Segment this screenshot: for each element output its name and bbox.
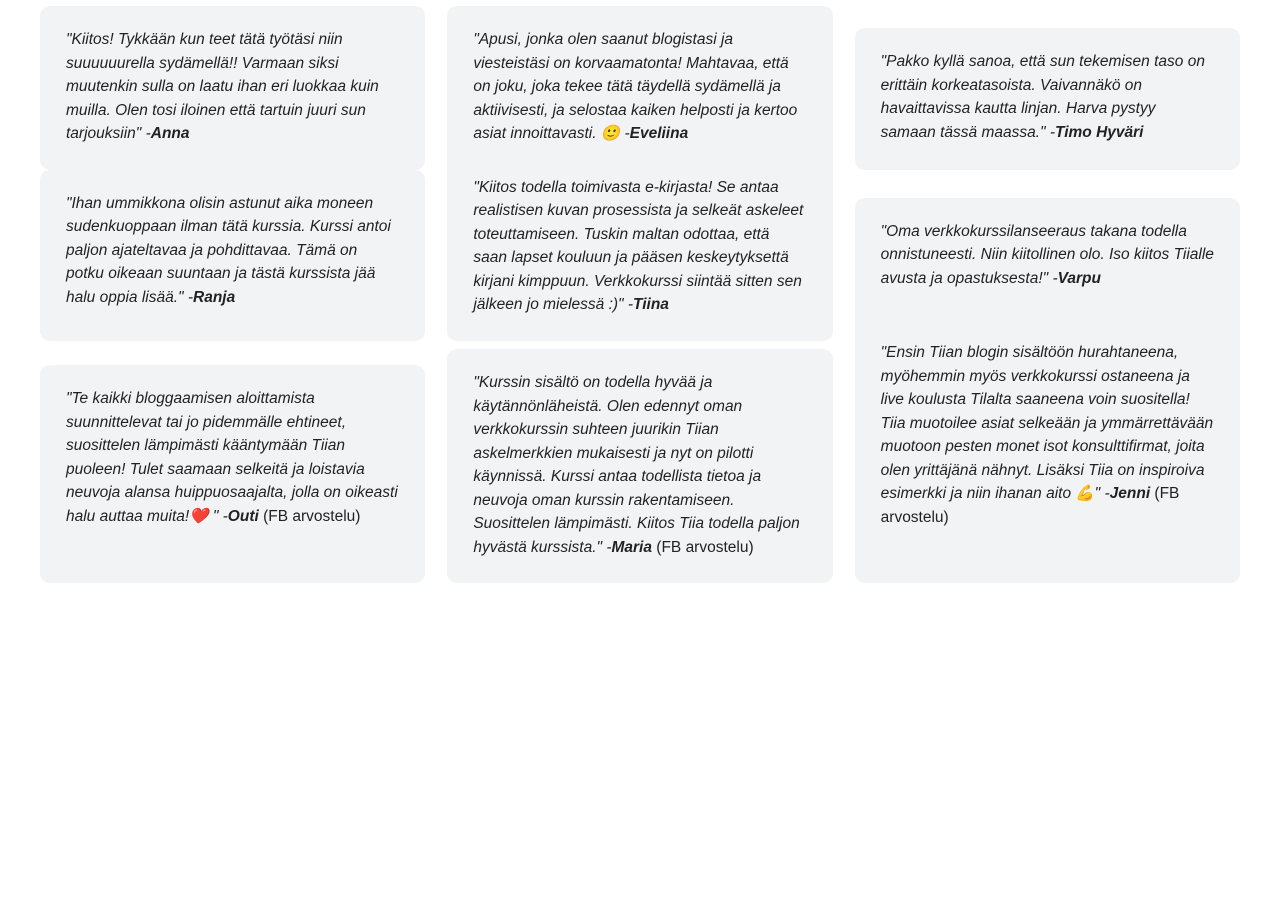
testimonial-source: (FB arvostelu): [258, 507, 361, 525]
testimonial-cell: [40, 365, 425, 583]
testimonial-author: Varpu: [1057, 269, 1101, 287]
testimonial-author: Eveliina: [629, 125, 689, 143]
testimonial-cell: [855, 319, 1240, 583]
testimonial-source: (FB arvostelu): [880, 485, 1180, 526]
testimonial-quote: "Te kaikki bloggaamisen aloittamista suunnittelevat tai jo pidemmälle ehtineet, suosittelen lämpimästi kääntymään Tiian puoleen! Tulet saamaan selkeitä ja loistavia neuvoja alansa huippuosaajalta, jolla on oikeasti halu auttaa muita!❤️ " -: [66, 390, 398, 525]
testimonial-cell: [447, 349, 832, 583]
testimonial-source: (FB arvostelu): [651, 538, 754, 556]
testimonial-author: Outi: [227, 507, 259, 525]
testimonial-quote: "Pakko kyllä sanoa, että sun tekemisen taso on erittäin korkeatasoista. Vaivannäkö on havaittavissa kautta linjan. Harva pystyy samaan tässä maassa." -: [880, 53, 1205, 141]
testimonial-quote: "Kurssin sisältö on todella hyvää ja käytännönläheistä. Olen edennyt oman verkkokurssin suhteen juurikin Tiian askelmerkkien mukaisesti ja nyt on pilotti käynnissä. Kurssi antaa todellista tietoa ja neuvoja oman kurssin rakentamiseen. Suosittelen lämpimästi. Kiitos Tiia todella paljon hyvästä kurssista." -: [473, 374, 800, 556]
testimonial-cell: [447, 6, 832, 170]
testimonial-cell: [40, 6, 425, 170]
testimonial-author: Jenni: [1109, 485, 1151, 503]
testimonial-author: Anna: [150, 125, 190, 143]
testimonial-card: [447, 349, 832, 583]
testimonial-author: Timo Hyväri: [1055, 123, 1144, 141]
testimonial-quote: "Ensin Tiian blogin sisältöön hurahtaneena, myöhemmin myös verkkokurssi ostaneena ja live koulusta Tilalta saaneena voin suositella! Tiia muotoilee asiat selkeään ja ymmärrettävään muotoon pesten monet isot konsulttifirmat, joita olen yrittäjänä nähnyt. Lisäksi Tiia on inspiroiva esimerkki ja niin ihanan aito 💪" -: [880, 344, 1214, 503]
testimonial-cell: [447, 154, 832, 341]
testimonial-card: [40, 6, 425, 170]
testimonial-quote: "Oma verkkokurssilanseeraus takana todella onnistuneesti. Niin kiitollinen olo. Iso kiitos Tiialle avusta ja opastuksesta!" -: [880, 222, 1214, 287]
testimonial-quote: "Ihan ummikkona olisin astunut aika moneen sudenkuoppaan ilman tätä kurssia. Kurssi antoi paljon ajateltavaa ja pohdittavaa. Tämä on potku oikeaan suuntaan ja tästä kurssista jää halu oppia lisää." -: [66, 194, 391, 306]
testimonial-cell: [855, 28, 1240, 170]
testimonial-author: Ranja: [193, 288, 236, 306]
testimonial-cell: [40, 170, 425, 341]
testimonial-card: [447, 6, 832, 170]
testimonial-quote: "Kiitos! Tykkään kun teet tätä työtäsi niin suuuuuurella sydämellä!! Varmaan siksi muutenkin sulla on laatu ihan eri luokkaa kuin muilla. Olen tosi iloinen että tartuin juuri sun tarjouksiin" -: [66, 31, 379, 143]
testimonial-quote: "Kiitos todella toimivasta e-kirjasta! Se antaa realistisen kuvan prosessista ja selkeät askeleet toteuttamiseen. Tuskin maltan odottaa, että saan lapset kouluun ja pääsen keskeytyksettä kirjani kimppuun. Verkkokurssi siintää sitten sen jälkeen jo mielessä :)" -: [473, 178, 804, 314]
testimonial-card: [855, 28, 1240, 170]
testimonial-card: [447, 154, 832, 341]
testimonial-card: [40, 365, 425, 583]
testimonial-author: Maria: [611, 538, 652, 556]
testimonial-card: [40, 170, 425, 341]
testimonial-quote: "Apusi, jonka olen saanut blogistasi ja viesteistäsi on korvaamatonta! Mahtavaa, että on joku, joka tekee tätä täydellä sydämellä ja aktiivisesti, ja selostaa kaiken helposti ja kertoo asiat innoittavasti. 🙂 -: [473, 31, 798, 143]
testimonial-author: Tiina: [633, 296, 669, 314]
testimonial-card: [855, 319, 1240, 583]
